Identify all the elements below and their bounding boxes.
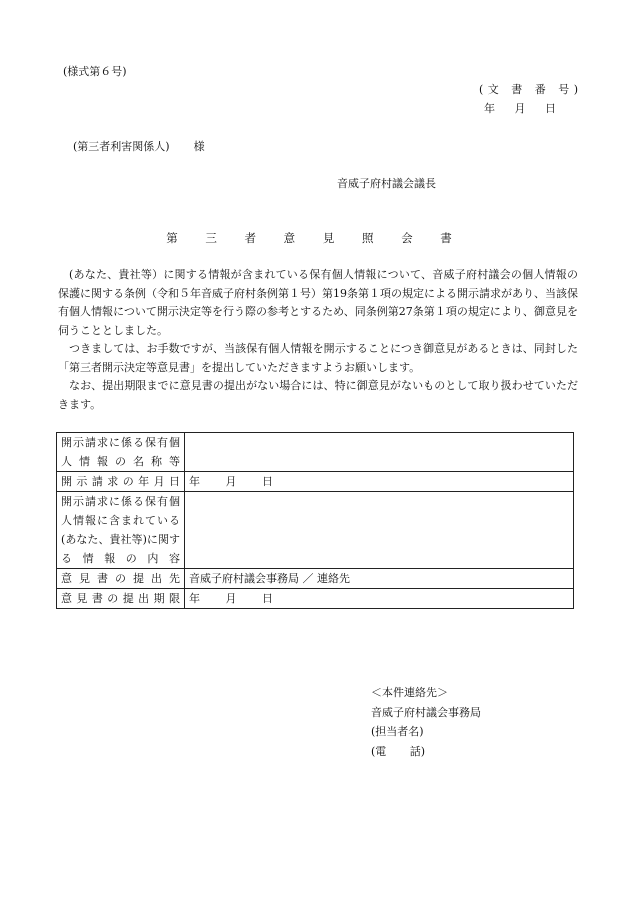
row-value-info-content	[185, 492, 574, 569]
table-row	[57, 433, 574, 472]
addressee-name: (第三者利害関係人)	[73, 140, 170, 153]
sender: 音威子府村議会議長	[337, 177, 436, 190]
row-value-request-info-name	[185, 433, 574, 472]
document-title: 第 三 者 意 見 照 会 書	[166, 231, 464, 245]
body-paragraph-3: なお、提出期限までに意見書の提出がない場合には、特に御意見がないものとして取り扱わせていただきます。	[58, 379, 578, 411]
addressee-honorific: 様	[193, 140, 205, 153]
body-paragraph-1: (あなた、貴社等）に関する情報が含まれている保有個人情報について、音威子府村議会の個人情報の保護に関する条例（令和５年音威子府村条例第１号）第19条第１項の規定による開示請求があり、当該保有個人情報について開示決定等を行う際の参考とするため、同条例第27条第１項の規定により、御意見を伺うこととしました。	[58, 268, 578, 337]
body-paragraph-2: つきましては、お手数ですが、当該保有個人情報を開示することにつき御意見があるときは、同封した「第三者開示決定等意見書」を提出していただきますようお願いします。	[58, 342, 578, 374]
contact-office: 音威子府村議会事務局	[371, 705, 481, 719]
contact-heading: ＜本件連絡先＞	[371, 686, 448, 699]
row-label-info-content: 開示請求に係る保有個人情報に含まれている(あなた、貴社等)に関する情報の内容	[57, 492, 185, 569]
table-row	[57, 589, 574, 609]
table-row	[57, 569, 574, 589]
row-value-request-date: 年 月 日	[185, 472, 574, 492]
addressee	[73, 141, 205, 152]
row-value-submission-destination: 音威子府村議会事務局 ／ 連絡先	[185, 569, 574, 589]
row-label-submission-deadline: 意見書の提出期限	[57, 589, 185, 609]
form-number: (様式第６号)	[63, 65, 127, 78]
row-value-submission-deadline: 年 月 日	[185, 589, 574, 609]
contact-block	[371, 683, 481, 761]
table-row	[57, 492, 574, 569]
contact-person: (担当者名)	[371, 725, 424, 738]
table-row	[57, 472, 574, 492]
contact-phone: (電 話)	[371, 744, 426, 758]
document-number: (文 書 番 号)	[479, 83, 583, 96]
row-label-submission-destination: 意見書の提出先	[57, 569, 185, 589]
body-text	[58, 266, 578, 414]
row-label-request-info-name: 開示請求に係る保有個人情報の名称等	[57, 433, 185, 472]
row-label-request-date: 開示請求の年月日	[57, 472, 185, 492]
info-table	[56, 432, 574, 609]
document-date: 年 月 日	[484, 102, 556, 115]
